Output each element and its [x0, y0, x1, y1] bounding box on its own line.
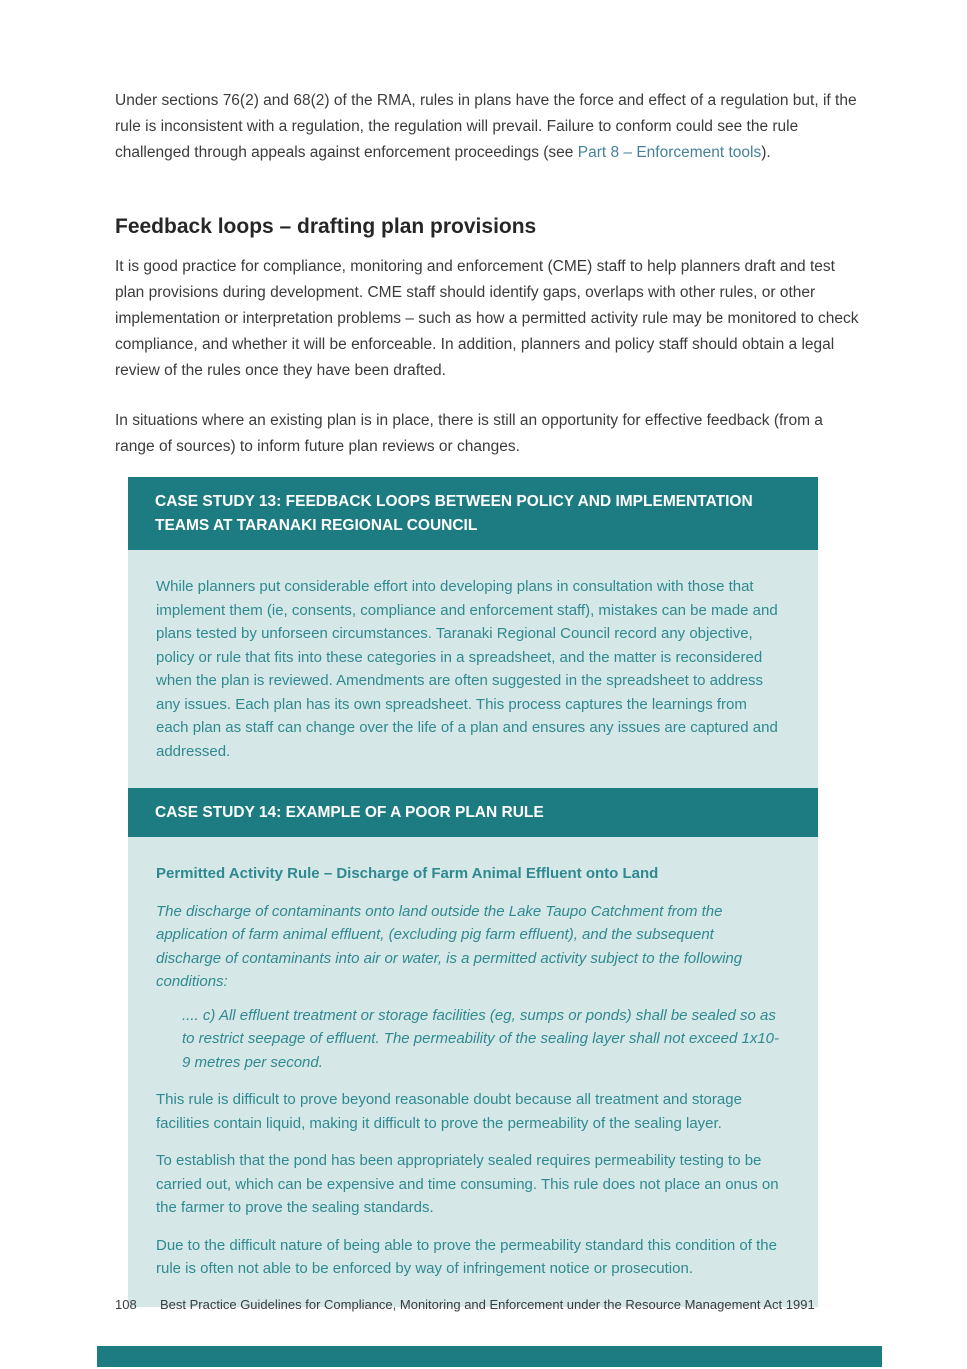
- case-study-14-box: [128, 788, 818, 1307]
- case-study-13-box: [128, 477, 818, 789]
- page-number: 108: [115, 1297, 137, 1312]
- rule-commentary-2: To establish that the pond has been appropriately sealed requires permeability testing to be carried out, which can be expensive and time consuming. This rule does not place an onus on the farmer to prove the sealing standards.: [156, 1152, 779, 1216]
- rule-commentary-1: This rule is difficult to prove beyond reasonable doubt because all treatment and storage facilities contain liquid, making it difficult to prove the permeability of the sealing layer.: [156, 1091, 742, 1132]
- case-study-14-body: [128, 837, 818, 1307]
- rule-intro-text: The discharge of contaminants onto land outside the Lake Taupo Catchment from the application of farm animal effluent, (excluding pig farm effluent), and the subsequent discharge of contaminants into air or water, is a permitted activity subject to the following conditions:: [156, 902, 743, 990]
- page-footer: [115, 1297, 815, 1312]
- rule-condition-text: .... c) All effluent treatment or storage facilities (eg, sumps or ponds) shall be sealed so as to restrict seepage of effluent. The permeability of the sealing layer shall not exceed 1x10-9 metres per second.: [182, 1006, 780, 1071]
- intro-paragraph-text: Under sections 76(2) and 68(2) of the RMA, rules in plans have the force and effect of a regulation but, if the rule is inconsistent with a regulation, the regulation will prevail. Failure to conform could see the rule challenged through appeals against enforcement proceedings (see: [115, 92, 857, 161]
- part8-enforcement-tools-link[interactable]: Part 8 – Enforcement tools: [577, 144, 762, 161]
- body-paragraph-drafting: It is good practice for compliance, monitoring and enforcement (CME) staff to help planners draft and test plan provisions during development. CME staff should identify gaps, overlaps with other rules, or other implementation or interpretation problems – such as how a permitted activity rule may be monitored to check compliance, and whether it will be enforceable. In addition, planners and policy staff should obtain a legal review of the rules once they have been drafted.: [115, 258, 859, 379]
- intro-paragraph: [115, 88, 860, 166]
- case-study-13-body: [128, 550, 818, 789]
- case-study-14-title: CASE STUDY 14: EXAMPLE OF A POOR PLAN RULE: [128, 788, 818, 837]
- body-paragraph-existing-plan: In situations where an existing plan is in place, there is still an opportunity for effective feedback (from a range of sources) to inform future plan reviews or changes.: [115, 412, 823, 455]
- permitted-activity-rule-subtitle: Permitted Activity Rule – Discharge of Farm Animal Effluent onto Land: [156, 865, 659, 882]
- intro-paragraph-end: ).: [761, 144, 771, 161]
- case-study-13-title: CASE STUDY 13: FEEDBACK LOOPS BETWEEN POLICY AND IMPLEMENTATION TEAMS AT TARANAKI REGIONAL COUNCIL: [128, 477, 818, 550]
- case-study-13-paragraph: While planners put considerable effort into developing plans in consultation with those that implement them (ie, consents, compliance and enforcement staff), mistakes can be made and plans tested by unforseen circumstances. Taranaki Regional Council record any objective, policy or rule that fits into these categories in a spreadsheet, and the matter is reconsidered when the plan is reviewed. Amendments are often suggested in the spreadsheet to address any issues. Each plan has its own spreadsheet. This process captures the learnings from each plan as staff can change over the life of a plan and ensures any issues are captured and addressed.: [156, 578, 778, 760]
- rule-commentary-3: Due to the difficult nature of being able to prove the permeability standard this condition of the rule is often not able to be enforced by way of infringement notice or prosecution.: [156, 1236, 777, 1277]
- footer-title: Best Practice Guidelines for Compliance, Monitoring and Enforcement under the Resource Management Act 1991: [160, 1297, 815, 1312]
- section-heading: Feedback loops – drafting plan provisions: [115, 215, 537, 238]
- bottom-accent-bar: [97, 1346, 882, 1367]
